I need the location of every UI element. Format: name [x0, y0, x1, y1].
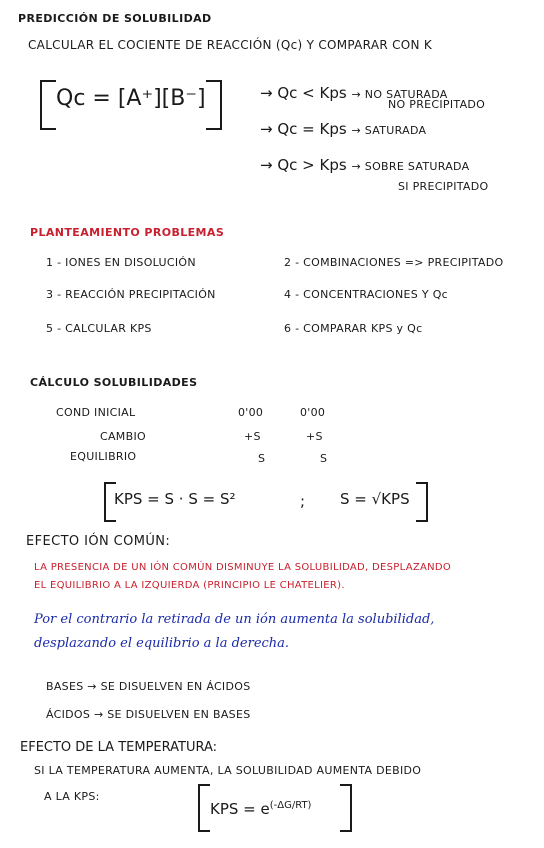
qc-formula: Qc = [A⁺][B⁻] [56, 86, 206, 111]
temperature-title: EFECTO DE LA TEMPERATURA: [20, 740, 218, 755]
problems-title: PLANTEAMIENTO PROBLEMAS [30, 226, 225, 239]
case-gt-detail: SI PRECIPITADO [398, 180, 489, 193]
kps-formula: KPS = S · S = S² [114, 490, 236, 508]
step-1: 1 - IONES EN DISOLUCIÓN [46, 256, 196, 269]
step-3: 3 - REACCIÓN PRECIPITACIÓN [46, 288, 216, 301]
formula-bracket-left [40, 80, 56, 130]
temp-bracket-left [198, 784, 210, 832]
temperature-formula [210, 800, 311, 818]
prediction-subtitle: CALCULAR EL COCIENTE DE REACCIÓN (Qc) Y COMPARAR CON K [28, 38, 433, 52]
temperature-line2: A LA KPS: [44, 790, 100, 803]
case-gt [260, 156, 469, 174]
calc-row-c2: +S [306, 430, 323, 443]
step-6: 6 - COMPARAR KPS y Qc [284, 322, 423, 335]
calc-row-c1: +S [244, 430, 261, 443]
calc-row-c1: 0'00 [238, 406, 264, 419]
case-eq-result: → SATURADA [351, 124, 427, 137]
case-eq [260, 120, 426, 138]
calc-row-label: EQUILIBRIO [70, 450, 137, 463]
calc-row-c2: 0'00 [300, 406, 326, 419]
case-lt-detail: NO PRECIPITADO [388, 98, 486, 111]
step-4: 4 - CONCENTRACIONES Y Qc [284, 288, 448, 301]
calc-title: CÁLCULO SOLUBILIDADES [30, 376, 198, 389]
common-ion-line2: EL EQUILIBRIO A LA IZQUIERDA (PRINCIPIO LE CHATELIER). [34, 580, 345, 591]
calc-row-label: CAMBIO [100, 430, 146, 443]
bases-note: BASES → SE DISUELVEN EN ÁCIDOS [46, 680, 251, 693]
case-lt-result: → NO SATURADA [351, 88, 448, 101]
arrow-icon: → [260, 84, 278, 102]
calc-row-c1: S [258, 452, 266, 465]
common-ion-blue1: Por el contrario la retirada de un ión aumenta la solubilidad, [34, 612, 435, 627]
calc-row-c2: S [320, 452, 328, 465]
formula-separator: ; [300, 492, 306, 510]
formula-bracket-right [206, 80, 222, 130]
kps-bracket-right [416, 482, 428, 522]
case-gt-relation: Qc > Kps [277, 156, 347, 174]
temperature-formula-exponent: (-ΔG/RT) [269, 800, 312, 811]
temperature-line1: SI LA TEMPERATURA AUMENTA, LA SOLUBILIDAD AUMENTA DEBIDO [34, 764, 422, 777]
common-ion-blue2: desplazando el equilibrio a la derecha. [34, 636, 290, 651]
case-eq-relation: Qc = Kps [277, 120, 347, 138]
case-gt-result: → SOBRE SATURADA [351, 160, 470, 173]
step-5: 5 - CALCULAR KPS [46, 322, 152, 335]
prediction-title: PREDICCIÓN DE SOLUBILIDAD [18, 12, 212, 25]
common-ion-title: EFECTO IÓN COMÚN: [26, 534, 171, 549]
case-lt-relation: Qc < Kps [277, 84, 347, 102]
arrow-icon: → [260, 120, 278, 138]
common-ion-line1: LA PRESENCIA DE UN IÓN COMÚN DISMINUYE LA SOLUBILIDAD, DESPLAZANDO [34, 562, 452, 573]
step-2: 2 - COMBINACIONES => PRECIPITADO [284, 256, 504, 269]
temp-bracket-right [340, 784, 352, 832]
calc-row-label: COND INICIAL [56, 406, 136, 419]
arrow-icon: → [260, 156, 278, 174]
acids-note: ÁCIDOS → SE DISUELVEN EN BASES [46, 708, 251, 721]
temperature-formula-base: KPS = e [210, 800, 270, 818]
solubility-formula: S = √KPS [340, 490, 410, 508]
